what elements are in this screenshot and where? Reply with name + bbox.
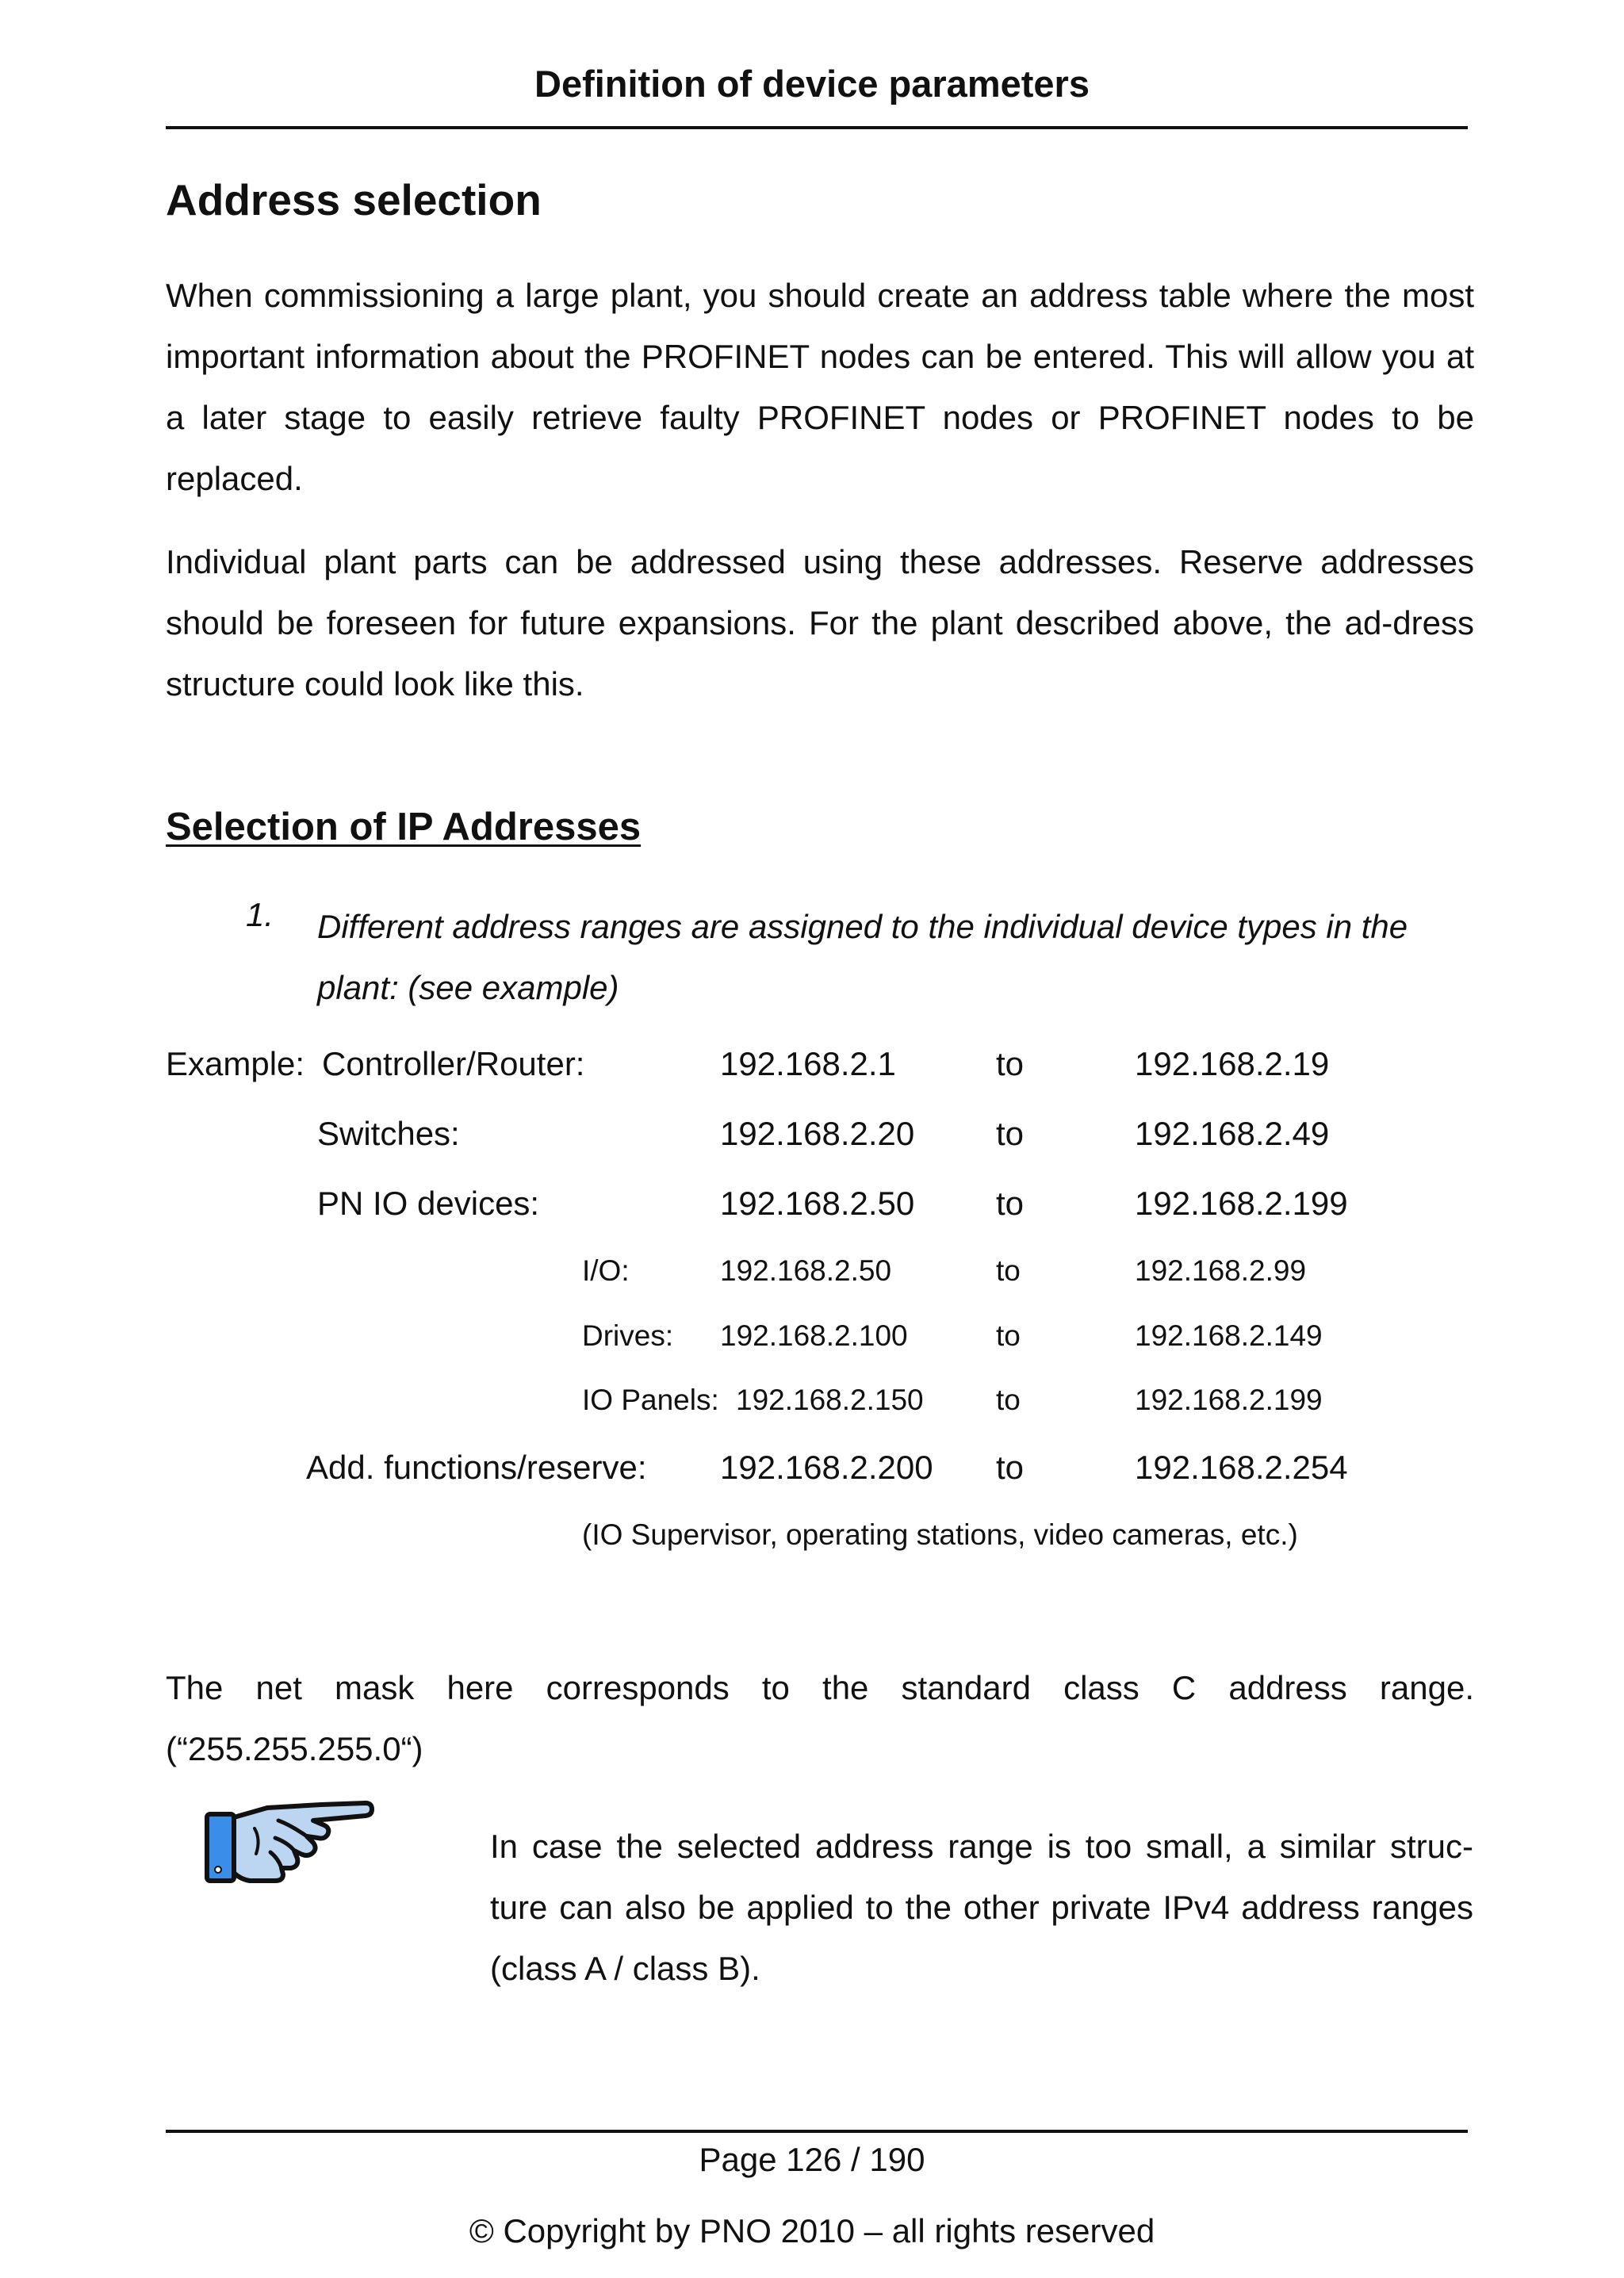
- row-label-io: I/O:: [582, 1254, 630, 1287]
- row-label-pn-io: PN IO devices:: [317, 1185, 540, 1222]
- page-number: Page 126 / 190: [699, 2141, 925, 2178]
- row-label-drives: Drives:: [582, 1319, 674, 1352]
- list-item-text: Different address ranges are assigned to the individual device types in the plant: (see example): [317, 908, 1408, 1006]
- row-to-io-panels: 192.168.2.199: [1135, 1384, 1323, 1416]
- footer-rule: [166, 2130, 1468, 2133]
- row-label-controller: Controller/Router:: [322, 1045, 585, 1082]
- row-to-word-drives: to: [996, 1319, 1021, 1352]
- row-from-pn-io: 192.168.2.50: [720, 1185, 915, 1222]
- row-to-word-io: to: [996, 1254, 1021, 1287]
- netmask-paragraph: The net mask here corresponds to the standard class C address range. (“255.255.255.0“): [166, 1669, 1474, 1767]
- running-header: Definition of device parameters: [534, 63, 1090, 105]
- row-to-controller: 192.168.2.19: [1135, 1045, 1330, 1082]
- paragraph-2: Individual plant parts can be addressed using these addresses. Reserve addresses should be foreseen for future expansions. For the plant described above, the ad-dress structure could look like this.: [166, 543, 1474, 703]
- header-rule: [166, 126, 1468, 129]
- row-to-word-controller: to: [996, 1045, 1025, 1082]
- row-to-switches: 192.168.2.49: [1135, 1115, 1330, 1152]
- reserve-note: (IO Supervisor, operating stations, video cameras, etc.): [582, 1518, 1298, 1551]
- row-to-word-pn-io: to: [996, 1185, 1025, 1222]
- section-heading: Address selection: [166, 175, 542, 224]
- row-from-drives: 192.168.2.100: [720, 1319, 908, 1352]
- row-from-io: 192.168.2.50: [720, 1254, 892, 1287]
- row-from-controller: 192.168.2.1: [720, 1045, 896, 1082]
- row-label-io-panels: IO Panels:: [582, 1384, 719, 1416]
- subsection-heading: Selection of IP Addresses: [166, 806, 642, 848]
- row-label-switches: Switches:: [317, 1115, 460, 1152]
- example-prefix: Example:: [166, 1045, 305, 1082]
- row-from-io-panels: 192.168.2.150: [736, 1384, 924, 1416]
- row-to-io: 192.168.2.99: [1135, 1254, 1307, 1287]
- note-text: In case the selected address range is too small, a similar struc-ture can also be applied to the other private IPv4 address ranges (class A / class B).: [490, 1828, 1473, 1987]
- list-number: 1.: [246, 896, 274, 933]
- row-to-word-reserve: to: [996, 1449, 1025, 1486]
- row-to-pn-io: 192.168.2.199: [1135, 1185, 1348, 1222]
- pointing-hand-icon: [202, 1794, 377, 1889]
- row-to-reserve: 192.168.2.254: [1135, 1449, 1348, 1486]
- row-from-switches: 192.168.2.20: [720, 1115, 915, 1152]
- row-to-word-switches: to: [996, 1115, 1025, 1152]
- paragraph-1: When commissioning a large plant, you should create an address table where the most important information about the PROFINET nodes can be entered. This will allow you at a later stage to easily retrieve faulty PROFINET nodes or PROFINET nodes to be replaced.: [166, 277, 1474, 497]
- copyright: © Copyright by PNO 2010 – all rights reserved: [469, 2212, 1155, 2249]
- row-label-reserve: Add. functions/reserve:: [306, 1449, 647, 1486]
- row-to-word-io-panels: to: [996, 1384, 1021, 1416]
- row-to-drives: 192.168.2.149: [1135, 1319, 1323, 1352]
- row-from-reserve: 192.168.2.200: [720, 1449, 933, 1486]
